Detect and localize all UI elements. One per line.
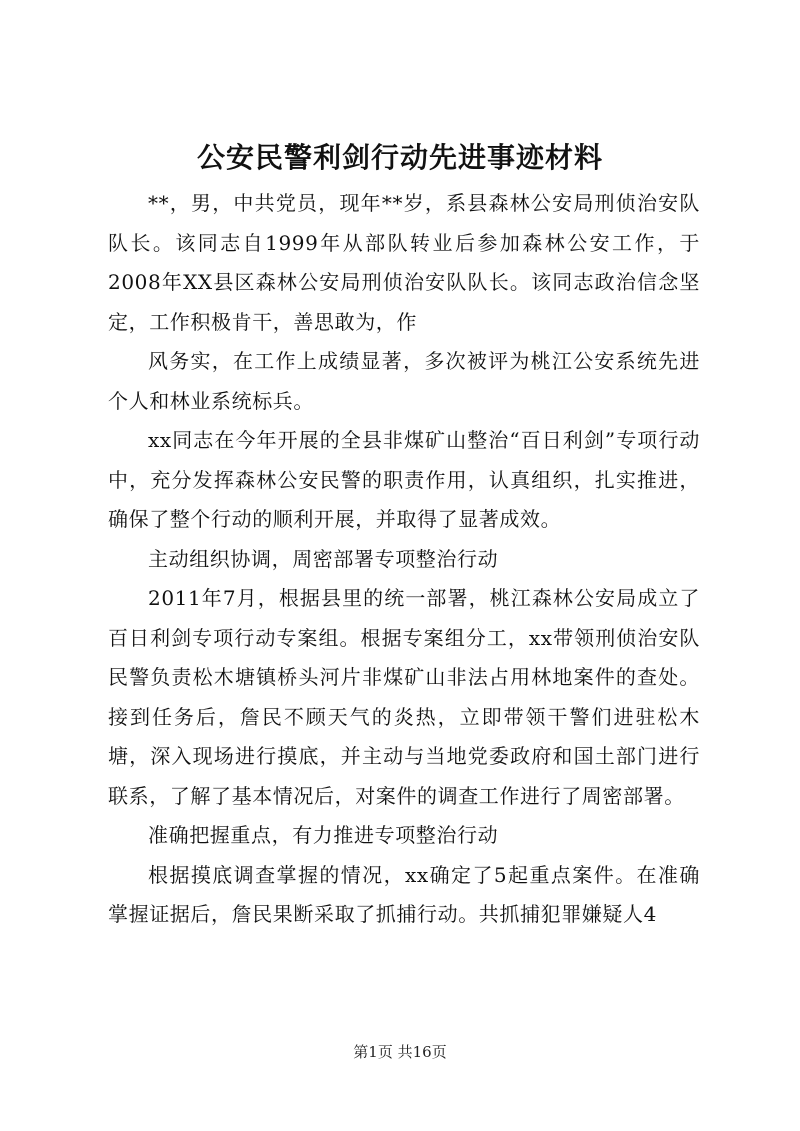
page-footer: 第1页 共16页 xyxy=(353,1043,447,1061)
section-heading-organize: 主动组织协调，周密部署专项整治行动 xyxy=(148,546,499,571)
section-heading-key-points: 准确把握重点，有力推进专项整治行动 xyxy=(148,823,499,847)
paragraph-organize: 2011年7月，根据县里的统一部署，桃江森林公安局成立了百日利剑专项行动专案组。根据专案组分工，xx带领刑侦治安队民警负责松木塘镇桥头河片非煤矿山非法占用林地案件的查处。接到任务后，詹民不顾天气的炎热，立即带领干警们进驻松木塘，深入现场进行摸底，并主动与当地党委政府和国土部门进行联系，了解了基本情况后，对案件的调查工作进行了周密部署。 xyxy=(108,586,700,808)
document-body xyxy=(108,184,700,935)
paragraph-intro: **，男，中共党员，现年**岁，系县森林公安局刑侦治安队队长。该同志自1999年从部队转业后参加森林公安工作，于2008年XX县区森林公安局刑侦治安队队长。该同志政治信念坚定，工作积极肯干，善思敢为，作 xyxy=(108,191,700,334)
paragraph-style: 风务实，在工作上成绩显著，多次被评为桃江公安系统先进个人和林业系统标兵。 xyxy=(108,349,700,413)
paragraph-key-points: 根据摸底调查掌握的情况，xx确定了5起重点案件。在准确掌握证据后，詹民果断采取了抓捕行动。共抓捕犯罪嫌疑人4 xyxy=(108,862,700,926)
document-title: 公安民警利剑行动先进事迹材料 xyxy=(196,141,603,174)
paragraph-action-summary: xx同志在今年开展的全县非煤矿山整治“百日利剑”专项行动中，充分发挥森林公安民警的职责作用，认真组织，扎实推进，确保了整个行动的顺利开展，并取得了显著成效。 xyxy=(108,428,700,531)
